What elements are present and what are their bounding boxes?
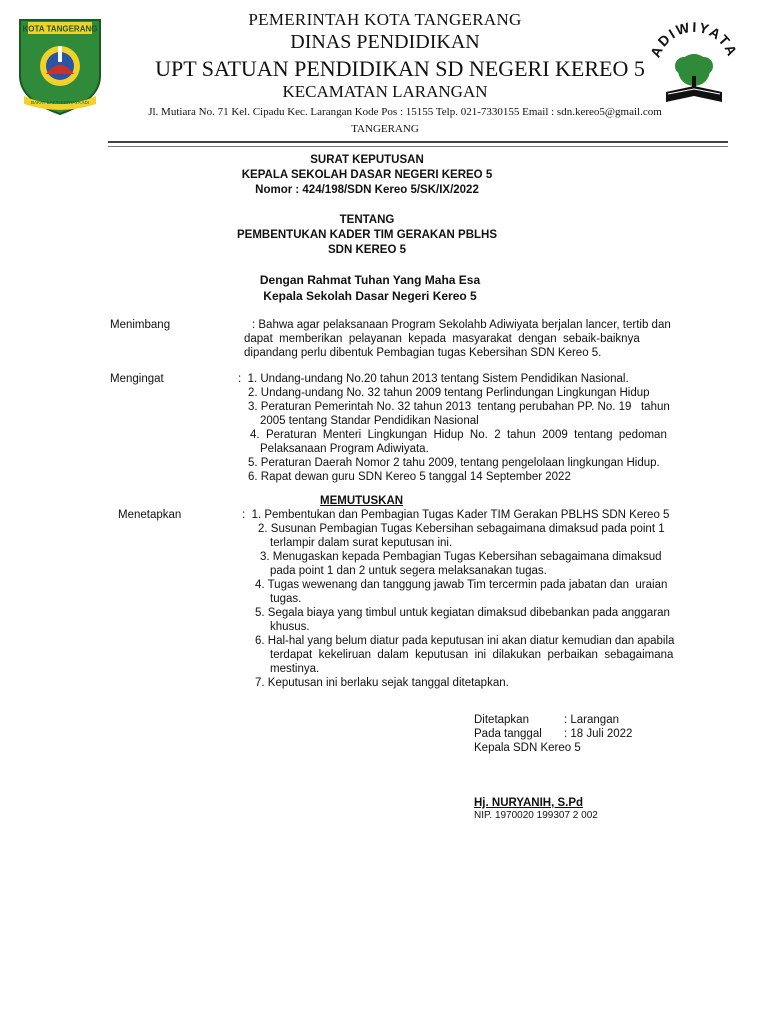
signer-nip: NIP. 1970020 199307 2 002 (474, 810, 598, 821)
menetapkan-point-5b: khusus. (270, 621, 310, 633)
mengingat-item-5: 5. Peraturan Daerah Nomor 2 tahu 2009, tentang pengelolaan lingkungan Hidup. (248, 457, 660, 469)
title-line-2: KEPALA SEKOLAH DASAR NEGERI KEREO 5 (241, 169, 493, 181)
header-line-3: UPT SATUAN PENDIDIKAN SD NEGERI KEREO 5 (155, 56, 645, 81)
header-city: TANGERANG (351, 123, 419, 135)
menetapkan-point-4b: tugas. (270, 593, 302, 605)
svg-text:ADIWIYATA: ADIWIYATA (646, 18, 742, 60)
header-divider-thick (108, 141, 728, 143)
menetapkan-point-2b: terlampir dalam surat keputusan ini. (270, 537, 453, 549)
mengingat-item-6: 6. Rapat dewan guru SDN Kereo 5 tanggal 14 September 2022 (248, 471, 571, 483)
tentang-label: TENTANG (339, 214, 395, 226)
mengingat-item-4b: Pelaksanaan Program Adiwiyata. (260, 443, 429, 455)
menetapkan-label: Menetapkan (118, 509, 182, 521)
menimbang-line-3: dipandang perlu dibentuk Pembagian tugas Kebersihan SDN Kereo 5. (244, 347, 602, 359)
menetapkan-point-5a: 5. Segala biaya yang timbul untuk kegiatan dimaksud dibebankan pada anggaran (255, 607, 670, 619)
greeting-line-1: Dengan Rahmat Tuhan Yang Maha Esa (259, 273, 481, 287)
header-line-4: KECAMATAN LARANGAN (282, 82, 488, 101)
ditetapkan-label: Ditetapkan (474, 714, 529, 726)
menetapkan-point-4a: 4. Tugas wewenang dan tanggung jawab Tim tercermin pada jabatan dan uraian (255, 579, 668, 591)
title-line-3: Nomor : 424/198/SDN Kereo 5/SK/IX/2022 (255, 184, 479, 196)
menetapkan-point-6b: terdapat kekeliruan dalam keputusan ini dilakukan perbaikan sebagaimana (270, 649, 674, 661)
signer-name: Hj. NURYANIH, S.Pd (474, 797, 584, 809)
menimbang-line-2: dapat memberikan pelayanan kepada masyarakat dengan sebaik-baiknya (244, 333, 640, 345)
menetapkan-point-3b: pada point 1 dan 2 untuk segera melaksanakan tugas. (270, 565, 547, 577)
mengingat-item-3a: 3. Peraturan Pemerintah No. 32 tahun 2013 tentang perubahan PP. No. 19 tahun (248, 401, 670, 413)
greeting-line-2: Kepala Sekolah Dasar Negeri Kereo 5 (263, 289, 477, 303)
menetapkan-point-6c: mestinya. (270, 663, 320, 675)
tanggal-label: Pada tanggal (474, 728, 542, 740)
mengingat-item-2: 2. Undang-undang No. 32 tahun 2009 tentang Perlindungan Lingkungan Hidup (248, 387, 650, 399)
menetapkan-point-7: 7. Keputusan ini berlaku sejak tanggal ditetapkan. (255, 677, 509, 689)
subject-line-2: SDN KEREO 5 (328, 244, 406, 256)
kota-tangerang-logo (14, 16, 106, 116)
mengingat-item-3b: 2005 tentang Standar Pendidikan Nasional (260, 415, 479, 427)
tanggal-value: : 18 Juli 2022 (564, 728, 633, 740)
svg-text:BAKAT BAKTI KERTAYA ADI: BAKAT BAKTI KERTAYA ADI (30, 100, 90, 105)
header-address: Jl. Mutiara No. 71 Kel. Cipadu Kec. Larangan Kode Pos : 15155 Telp. 021-7330155 Email : sdn.kereo5@gmail.com (148, 106, 662, 118)
memutuskan-heading: MEMUTUSKAN (320, 495, 404, 507)
menetapkan-point-6a: 6. Hal-hal yang belum diatur pada keputusan ini akan diatur kemudian dan apabila (255, 635, 675, 647)
menimbang-line-1: : Bahwa agar pelaksanaan Program Sekolahb Adiwiyata berjalan lancer, tertib dan (252, 319, 671, 331)
menimbang-label: Menimbang (110, 319, 171, 331)
subject-line-1: PEMBENTUKAN KADER TIM GERAKAN PBLHS (236, 229, 498, 241)
title-line-1: SURAT KEPUTUSAN (310, 154, 424, 166)
ditetapkan-value: : Larangan (564, 714, 619, 726)
signer-position: Kepala SDN Kereo 5 (474, 742, 581, 754)
mengingat-item-1: : 1. Undang-undang No.20 tahun 2013 tentang Sistem Pendidikan Nasional. (238, 373, 629, 385)
svg-text:KOTA TANGERANG: KOTA TANGERANG (22, 24, 98, 34)
menetapkan-point-3a: 3. Menugaskan kepada Pembagian Tugas Kebersihan sebagaimana dimaksud (260, 551, 662, 563)
header-line-1: PEMERINTAH KOTA TANGERANG (248, 10, 522, 29)
header-divider-thin (108, 146, 728, 147)
mengingat-label: Mengingat (110, 373, 164, 385)
header-line-2: DINAS PENDIDIKAN (290, 31, 480, 53)
menetapkan-point-2a: 2. Susunan Pembagian Tugas Kebersihan sebagaimana dimaksud pada point 1 (258, 523, 665, 535)
menetapkan-point-1: : 1. Pembentukan dan Pembagian Tugas Kader TIM Gerakan PBLHS SDN Kereo 5 (242, 509, 670, 521)
mengingat-item-4a: 4. Peraturan Menteri Lingkungan Hidup No. 2 tahun 2009 tentang pedoman (250, 429, 667, 441)
